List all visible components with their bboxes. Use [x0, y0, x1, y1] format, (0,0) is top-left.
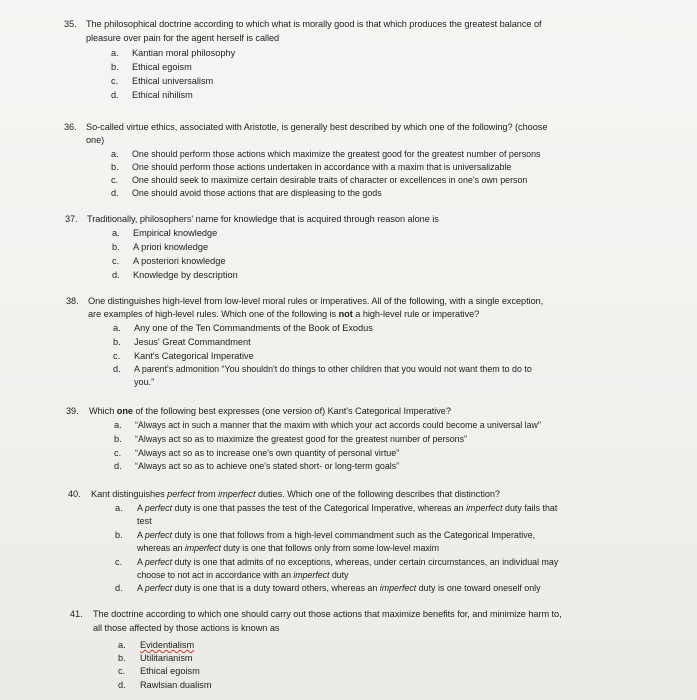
question-number: 38.: [66, 296, 79, 306]
question-text-line-1: The philosophical doctrine according to which what is morally good is that which produces the greatest balance of: [86, 19, 542, 29]
question-text-line-2: are examples of high-level rules. Which one of the following is not a high-level rule or imperative?: [88, 309, 480, 319]
question-number: 37.: [65, 214, 78, 224]
question-text-line-2: one): [86, 135, 105, 145]
document-page: 35. The philosophical doctrine according to which what is morally good is that which produces the greatest balance of pleasure over pain for the agent herself is called a. Kantian moral philosophy b. Ethical egoism c. Ethical universalism d. Ethical nihilism 36. So-called virtue ethics, associated with Aristotle, is generally best described by which one of the following? (choose one) a. One should perform those actions which maximize the greatest good for the greatest number of persons b. One should perform those actions undertaken in accordance with a maxim that is universalizable c. One should seek to maximize certain desirable traits of character or excellences in one's own person d. One should avoid those actions that are displeasing to the gods 37. Traditionally, philosophers' name for knowledge that is acquired through reason alone is a. Empirical knowledge b. A priori knowledge c. A posteriori knowledge d. Knowledge by description 38. One distinguishes high-level from low-level moral rules or imperatives. All of the following, with a single exception, are examples of high-level rules. Which one of the following is not a high-level rule or imperative? a. Any one of the Ten Commandments of the Book of Exodus b. Jesus' Great Commandment c. Kant's Categorical Imperative d. A parent's admonition “You shouldn't do things to other children that you would not want them to do to you.” 39. Which one of the following best expresses (one version of) Kant's Categorical Imperative? a. “Always act in such a manner that the maxim with which your act accords could become a universal law” b. “Always act so as to maximize the greatest good for the greatest number of persons” c. “Always act so as to increase one's own quantity of personal virtue” d. “Always act so as to achieve one's stated short- or long-term goals” 40. Kant distinguishes perfect from imperfect duties. Which one of the following describes that distinction? a. A perfect duty is one that passes the test of the Categorical Imperative, whereas an imperfect duty fails that test b. A perfect duty is one that follows from a high-level commandment such as the Categorical Imperative, whereas an imperfect duty is one that follows only from some low-level maxim c. A perfect duty is one that admits of no exceptions, whereas, under certain circumstances, an individual may choose to not act in accordance with an imperfect duty d. A perfect duty is one that is a duty toward others, whereas an imperfect duty is one toward oneself only 41. The doctrine according to which one should carry out those actions that maximize benefits for, and minimize harm to, all those affected by those actions is known as a. Evidentialism b. Utilitarianism c. Ethical egoism d. Rawlsian dualism: [0, 0, 697, 700]
question-number: 40.: [68, 489, 81, 499]
question-number: 39.: [66, 406, 79, 416]
question-number: 35.: [64, 19, 77, 29]
question-text-line-1: Traditionally, philosophers' name for knowledge that is acquired through reason alone is: [87, 214, 439, 224]
question-text-line-2: pleasure over pain for the agent herself is called: [86, 33, 280, 43]
question-text-line-1: So-called virtue ethics, associated with Aristotle, is generally best described by which one of the following? (choose: [86, 122, 548, 132]
option-b-continuation: whereas an imperfect duty is one that follows only from some low-level maxim: [137, 543, 440, 553]
question-text-line-1: Which one of the following best expresses (one version of) Kant's Categorical Imperative?: [89, 406, 451, 416]
question-text-line-2: all those affected by those actions is known as: [93, 623, 280, 633]
option-a-continuation: test: [137, 516, 152, 526]
option-d-continuation: you.”: [134, 377, 155, 387]
question-text-line-1: The doctrine according to which one should carry out those actions that maximize benefits for, and minimize harm to,: [93, 609, 562, 619]
question-number: 36.: [64, 122, 77, 132]
question-text-line-1: Kant distinguishes perfect from imperfect duties. Which one of the following describes that distinction?: [91, 489, 500, 499]
option-c-continuation: choose to not act in accordance with an imperfect duty: [137, 570, 349, 580]
question-number: 41.: [70, 609, 83, 619]
question-text-line-1: One distinguishes high-level from low-level moral rules or imperatives. All of the following, with a single exception,: [88, 296, 544, 306]
